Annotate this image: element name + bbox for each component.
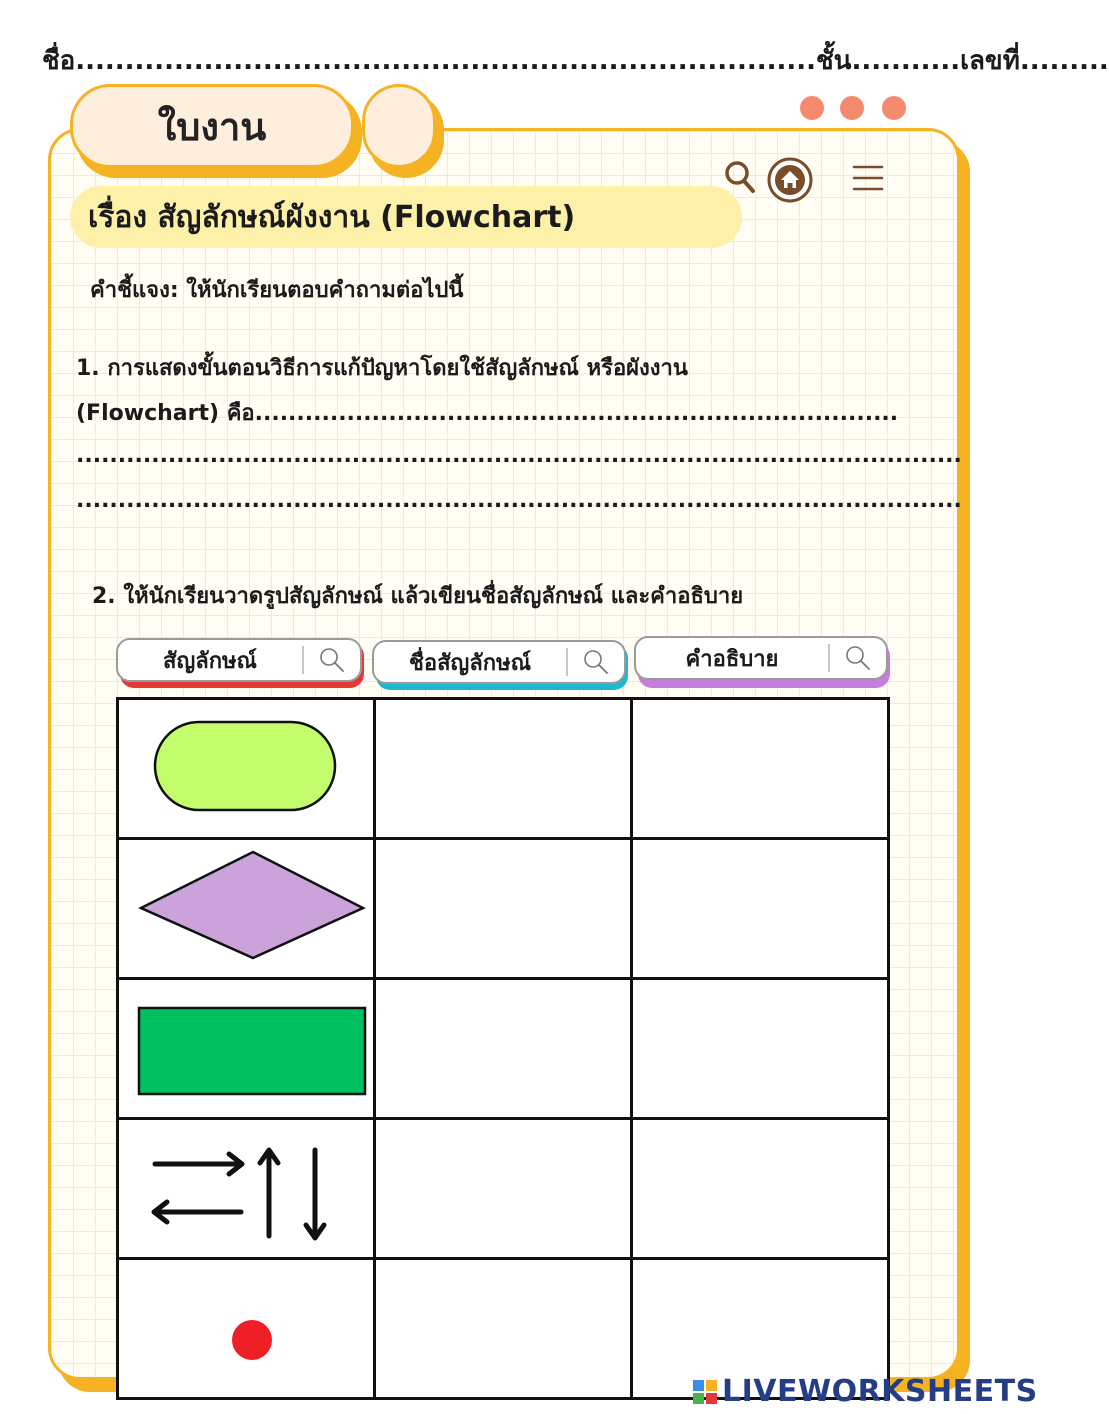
column-header-name (372, 640, 626, 684)
decision-symbol (119, 840, 377, 973)
question-1-line-1: 1. การแสดงขั้นตอนวิธีการแก้ปัญหาโดยใช้สัญลักษณ์ หรือผังงาน (76, 356, 688, 381)
connector-symbol (119, 1260, 377, 1393)
instruction-text: คำชี้แจง: ให้นักเรียนตอบคำถามต่อไปนี้ (90, 278, 464, 303)
process-symbol (119, 980, 377, 1113)
description-answer-cell[interactable] (632, 1119, 889, 1259)
column-header-label: ชื่อสัญลักษณ์ (408, 650, 532, 676)
symbol-cell (118, 699, 375, 839)
column-header-label: สัญลักษณ์ (163, 648, 257, 674)
title-tab (70, 84, 354, 168)
symbol-cell (118, 979, 375, 1119)
home-icon (766, 156, 814, 204)
search-icon (724, 160, 756, 194)
description-answer-cell[interactable] (632, 839, 889, 979)
brand-name: LIVEWORKSHEETS (722, 1374, 1038, 1409)
magnifier-icon (830, 645, 886, 671)
column-header-label: คำอธิบาย (685, 646, 779, 672)
symbol-table (116, 697, 890, 1400)
answer-line[interactable]: .......................................................................................................... (76, 443, 962, 468)
decor-dot (882, 96, 906, 120)
name-answer-cell[interactable] (375, 839, 632, 979)
terminator-symbol (119, 700, 377, 833)
table-row (118, 1119, 889, 1259)
name-answer-cell[interactable] (375, 979, 632, 1119)
column-header-description (634, 636, 888, 680)
name-answer-cell[interactable] (375, 1259, 632, 1399)
decor-dot (800, 96, 824, 120)
small-tab (362, 84, 436, 168)
worksheet-subtitle: เรื่อง สัญลักษณ์ผังงาน (Flowchart) (88, 200, 576, 235)
liveworksheets-logo-icon (692, 1379, 718, 1405)
name-answer-cell[interactable] (375, 1119, 632, 1259)
symbol-cell (118, 1119, 375, 1259)
question-1-line-2[interactable]: (Flowchart) คือ............................................................................. (76, 401, 899, 426)
liveworksheets-logo (692, 1374, 1038, 1409)
flow-arrows-symbol (119, 1120, 377, 1253)
symbol-cell (118, 1259, 375, 1399)
answer-line[interactable]: .......................................................................................................... (76, 488, 962, 513)
symbol-cell (118, 839, 375, 979)
table-row (118, 699, 889, 839)
table-row (118, 839, 889, 979)
student-info-line: ชื่อ...........................................................................ชั้น...........เลขที่......... (42, 46, 1109, 76)
menu-icon (852, 164, 884, 192)
question-2: 2. ให้นักเรียนวาดรูปสัญลักษณ์ แล้วเขียนชื่อสัญลักษณ์ และคำอธิบาย (92, 584, 744, 609)
magnifier-icon (568, 649, 624, 675)
decor-dot (840, 96, 864, 120)
column-header-symbol (116, 638, 362, 682)
worksheet-title: ใบงาน (157, 103, 267, 149)
name-answer-cell[interactable] (375, 699, 632, 839)
magnifier-icon (304, 647, 360, 673)
description-answer-cell[interactable] (632, 979, 889, 1119)
table-row (118, 979, 889, 1119)
description-answer-cell[interactable] (632, 699, 889, 839)
